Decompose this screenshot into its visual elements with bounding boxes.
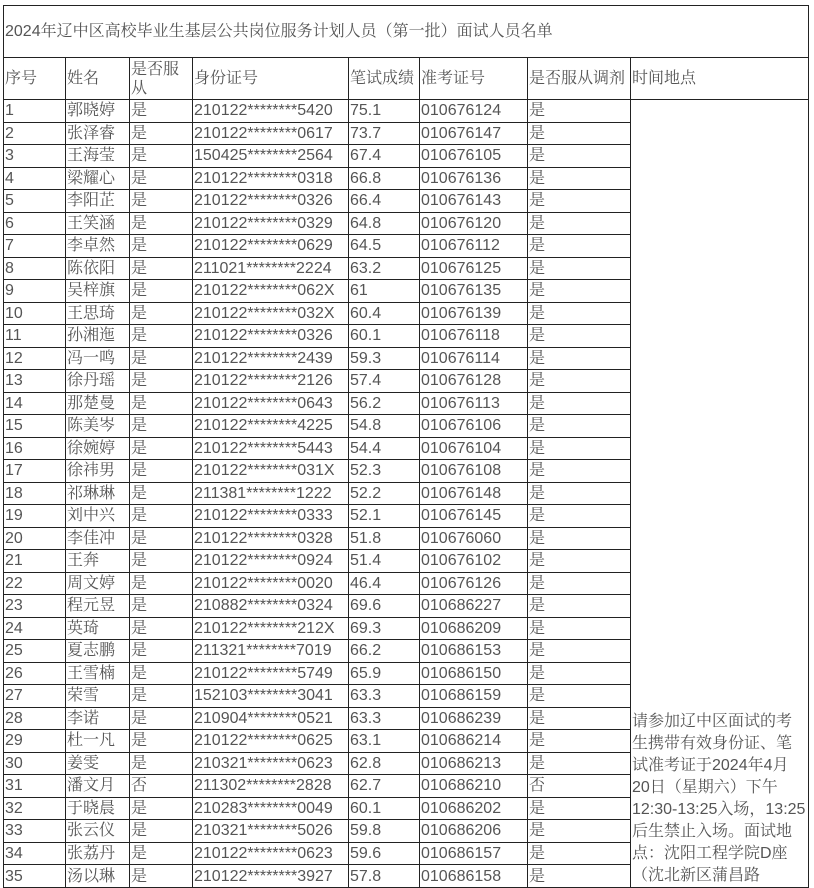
cell-obey-adjustment: 是 [528, 302, 631, 325]
cell-id-number: 210122********0326 [193, 325, 349, 348]
cell-name: 徐丹瑶 [66, 370, 130, 393]
cell-index: 15 [4, 415, 66, 438]
cell-written-score: 60.4 [349, 302, 420, 325]
cell-name: 李佳冲 [66, 527, 130, 550]
cell-name: 陈美岑 [66, 415, 130, 438]
cell-obey: 是 [130, 505, 193, 528]
cell-admission-number: 010676106 [420, 415, 528, 438]
cell-obey-adjustment: 是 [528, 527, 631, 550]
cell-obey: 是 [130, 302, 193, 325]
cell-obey: 是 [130, 527, 193, 550]
cell-index: 1 [4, 100, 66, 123]
cell-index: 2 [4, 122, 66, 145]
cell-index: 26 [4, 662, 66, 685]
cell-obey-adjustment: 是 [528, 392, 631, 415]
cell-obey: 是 [130, 685, 193, 708]
cell-id-number: 210122********0020 [193, 572, 349, 595]
cell-id-number: 152103********3041 [193, 685, 349, 708]
cell-name: 荣雪 [66, 685, 130, 708]
cell-obey-adjustment: 是 [528, 685, 631, 708]
cell-written-score: 54.4 [349, 437, 420, 460]
cell-admission-number: 010676105 [420, 145, 528, 168]
header-name: 姓名 [66, 58, 130, 100]
cell-written-score: 54.8 [349, 415, 420, 438]
cell-name: 王思琦 [66, 302, 130, 325]
cell-admission-number: 010676136 [420, 167, 528, 190]
cell-written-score: 52.3 [349, 460, 420, 483]
header-admission-number: 准考证号 [420, 58, 528, 100]
cell-written-score: 75.1 [349, 100, 420, 123]
cell-index: 18 [4, 482, 66, 505]
cell-obey: 是 [130, 325, 193, 348]
cell-obey-adjustment: 是 [528, 797, 631, 820]
cell-written-score: 66.4 [349, 190, 420, 213]
cell-written-score: 63.3 [349, 707, 420, 730]
cell-id-number: 210122********5420 [193, 100, 349, 123]
cell-obey-adjustment: 是 [528, 505, 631, 528]
cell-obey: 是 [130, 280, 193, 303]
cell-obey: 是 [130, 662, 193, 685]
cell-name: 郭晓婷 [66, 100, 130, 123]
cell-written-score: 62.7 [349, 775, 420, 798]
cell-index: 3 [4, 145, 66, 168]
cell-index: 8 [4, 257, 66, 280]
cell-name: 英琦 [66, 617, 130, 640]
cell-written-score: 60.1 [349, 325, 420, 348]
cell-index: 34 [4, 842, 66, 865]
cell-admission-number: 010686159 [420, 685, 528, 708]
cell-written-score: 51.4 [349, 550, 420, 573]
cell-id-number: 211381********1222 [193, 482, 349, 505]
cell-obey: 否 [130, 775, 193, 798]
cell-obey-adjustment: 是 [528, 460, 631, 483]
cell-written-score: 66.8 [349, 167, 420, 190]
cell-obey: 是 [130, 190, 193, 213]
header-time-location: 时间地点 [631, 58, 809, 100]
cell-admission-number: 010686158 [420, 865, 528, 888]
cell-obey: 是 [130, 370, 193, 393]
cell-name: 张泽睿 [66, 122, 130, 145]
time-location-note: 请参加辽中区面试的考生携带有效身份证、笔试准考证于2024年4月20日（星期六）下午12:30-13:25入场，13:25后生禁止入场。面试地点：沈阳工程学院D座（沈北新区蒲昌路 [631, 100, 809, 888]
cell-written-score: 63.3 [349, 685, 420, 708]
cell-obey: 是 [130, 842, 193, 865]
cell-name: 于晓晨 [66, 797, 130, 820]
cell-index: 9 [4, 280, 66, 303]
cell-admission-number: 010686239 [420, 707, 528, 730]
cell-obey-adjustment: 是 [528, 100, 631, 123]
cell-admission-number: 010676114 [420, 347, 528, 370]
interview-list-table [3, 5, 809, 888]
cell-id-number: 210904********0521 [193, 707, 349, 730]
cell-name: 祁琳琳 [66, 482, 130, 505]
header-written-score: 笔试成绩 [349, 58, 420, 100]
cell-obey: 是 [130, 100, 193, 123]
cell-index: 4 [4, 167, 66, 190]
cell-obey-adjustment: 是 [528, 820, 631, 843]
cell-admission-number: 010686206 [420, 820, 528, 843]
cell-name: 王海莹 [66, 145, 130, 168]
cell-obey-adjustment: 是 [528, 347, 631, 370]
cell-index: 20 [4, 527, 66, 550]
cell-index: 24 [4, 617, 66, 640]
cell-obey-adjustment: 是 [528, 730, 631, 753]
cell-id-number: 210122********0924 [193, 550, 349, 573]
cell-obey: 是 [130, 437, 193, 460]
cell-obey: 是 [130, 572, 193, 595]
cell-admission-number: 010676120 [420, 212, 528, 235]
cell-obey-adjustment: 是 [528, 415, 631, 438]
cell-obey-adjustment: 是 [528, 437, 631, 460]
cell-obey-adjustment: 是 [528, 235, 631, 258]
cell-written-score: 62.8 [349, 752, 420, 775]
cell-obey-adjustment: 是 [528, 370, 631, 393]
cell-id-number: 211021********2224 [193, 257, 349, 280]
cell-id-number: 210122********062X [193, 280, 349, 303]
cell-index: 23 [4, 595, 66, 618]
cell-written-score: 69.3 [349, 617, 420, 640]
cell-index: 13 [4, 370, 66, 393]
cell-written-score: 65.9 [349, 662, 420, 685]
cell-obey-adjustment: 是 [528, 865, 631, 888]
cell-admission-number: 010686210 [420, 775, 528, 798]
cell-id-number: 210122********212X [193, 617, 349, 640]
title-row [4, 6, 809, 58]
cell-index: 17 [4, 460, 66, 483]
cell-id-number: 210122********0326 [193, 190, 349, 213]
cell-written-score: 52.1 [349, 505, 420, 528]
cell-obey-adjustment: 是 [528, 325, 631, 348]
cell-id-number: 210122********4225 [193, 415, 349, 438]
cell-id-number: 150425********2564 [193, 145, 349, 168]
cell-name: 王奔 [66, 550, 130, 573]
cell-id-number: 210283********0049 [193, 797, 349, 820]
cell-admission-number: 010676113 [420, 392, 528, 415]
cell-id-number: 210122********3927 [193, 865, 349, 888]
cell-obey: 是 [130, 482, 193, 505]
cell-name: 吴梓旗 [66, 280, 130, 303]
cell-obey: 是 [130, 797, 193, 820]
cell-id-number: 210321********0623 [193, 752, 349, 775]
cell-obey: 是 [130, 122, 193, 145]
cell-name: 陈依阳 [66, 257, 130, 280]
cell-admission-number: 010686157 [420, 842, 528, 865]
cell-index: 5 [4, 190, 66, 213]
cell-admission-number: 010676102 [420, 550, 528, 573]
cell-name: 孙湘迤 [66, 325, 130, 348]
cell-obey: 是 [130, 347, 193, 370]
header-id-number: 身份证号 [193, 58, 349, 100]
cell-obey-adjustment: 是 [528, 145, 631, 168]
cell-obey: 是 [130, 235, 193, 258]
cell-written-score: 64.5 [349, 235, 420, 258]
cell-admission-number: 010686227 [420, 595, 528, 618]
cell-admission-number: 010676126 [420, 572, 528, 595]
cell-obey: 是 [130, 820, 193, 843]
cell-index: 6 [4, 212, 66, 235]
cell-obey-adjustment: 是 [528, 572, 631, 595]
cell-admission-number: 010676118 [420, 325, 528, 348]
cell-written-score: 56.2 [349, 392, 420, 415]
cell-id-number: 210122********0333 [193, 505, 349, 528]
cell-admission-number: 010686153 [420, 640, 528, 663]
cell-written-score: 57.4 [349, 370, 420, 393]
cell-name: 李诺 [66, 707, 130, 730]
cell-id-number: 210122********032X [193, 302, 349, 325]
cell-written-score: 66.2 [349, 640, 420, 663]
cell-id-number: 210122********0623 [193, 842, 349, 865]
cell-name: 汤以琳 [66, 865, 130, 888]
cell-admission-number: 010676128 [420, 370, 528, 393]
cell-id-number: 210122********5443 [193, 437, 349, 460]
cell-id-number: 210122********5749 [193, 662, 349, 685]
cell-index: 30 [4, 752, 66, 775]
cell-id-number: 210122********0318 [193, 167, 349, 190]
cell-index: 28 [4, 707, 66, 730]
cell-admission-number: 010686214 [420, 730, 528, 753]
cell-id-number: 211321********7019 [193, 640, 349, 663]
cell-obey: 是 [130, 460, 193, 483]
cell-index: 25 [4, 640, 66, 663]
cell-id-number: 210122********0643 [193, 392, 349, 415]
cell-id-number: 210122********0625 [193, 730, 349, 753]
cell-index: 31 [4, 775, 66, 798]
table-title: 2024年辽中区高校毕业生基层公共岗位服务计划人员（第一批）面试人员名单 [4, 6, 809, 58]
cell-admission-number: 010686202 [420, 797, 528, 820]
cell-obey: 是 [130, 212, 193, 235]
cell-obey: 是 [130, 752, 193, 775]
cell-id-number: 210122********0629 [193, 235, 349, 258]
cell-obey-adjustment: 是 [528, 190, 631, 213]
cell-index: 21 [4, 550, 66, 573]
cell-obey-adjustment: 是 [528, 482, 631, 505]
cell-obey-adjustment: 是 [528, 707, 631, 730]
cell-index: 27 [4, 685, 66, 708]
cell-obey: 是 [130, 415, 193, 438]
cell-written-score: 73.7 [349, 122, 420, 145]
cell-name: 冯一鸣 [66, 347, 130, 370]
cell-id-number: 211302********2828 [193, 775, 349, 798]
cell-index: 32 [4, 797, 66, 820]
cell-obey-adjustment: 是 [528, 617, 631, 640]
cell-admission-number: 010676124 [420, 100, 528, 123]
cell-obey: 是 [130, 865, 193, 888]
cell-obey: 是 [130, 617, 193, 640]
cell-name: 王笑涵 [66, 212, 130, 235]
cell-index: 35 [4, 865, 66, 888]
cell-name: 程元昱 [66, 595, 130, 618]
cell-obey: 是 [130, 167, 193, 190]
header-index: 序号 [4, 58, 66, 100]
cell-id-number: 210882********0324 [193, 595, 349, 618]
cell-name: 夏志鹏 [66, 640, 130, 663]
cell-index: 11 [4, 325, 66, 348]
header-row [4, 58, 809, 100]
cell-admission-number: 010686150 [420, 662, 528, 685]
cell-name: 徐祎男 [66, 460, 130, 483]
cell-id-number: 210122********2439 [193, 347, 349, 370]
cell-obey: 是 [130, 145, 193, 168]
cell-id-number: 210122********2126 [193, 370, 349, 393]
cell-obey: 是 [130, 550, 193, 573]
cell-obey-adjustment: 是 [528, 662, 631, 685]
cell-admission-number: 010676112 [420, 235, 528, 258]
cell-name: 那楚曼 [66, 392, 130, 415]
cell-written-score: 46.4 [349, 572, 420, 595]
cell-id-number: 210122********0617 [193, 122, 349, 145]
cell-admission-number: 010676104 [420, 437, 528, 460]
cell-admission-number: 010676139 [420, 302, 528, 325]
cell-admission-number: 010676060 [420, 527, 528, 550]
cell-admission-number: 010676108 [420, 460, 528, 483]
cell-obey: 是 [130, 640, 193, 663]
cell-obey-adjustment: 是 [528, 257, 631, 280]
cell-written-score: 64.8 [349, 212, 420, 235]
cell-obey: 是 [130, 595, 193, 618]
cell-name: 徐婉婷 [66, 437, 130, 460]
cell-name: 李阳芷 [66, 190, 130, 213]
cell-obey-adjustment: 是 [528, 752, 631, 775]
cell-name: 李卓然 [66, 235, 130, 258]
cell-index: 29 [4, 730, 66, 753]
cell-index: 14 [4, 392, 66, 415]
cell-admission-number: 010686209 [420, 617, 528, 640]
cell-admission-number: 010676148 [420, 482, 528, 505]
cell-written-score: 63.2 [349, 257, 420, 280]
cell-written-score: 59.8 [349, 820, 420, 843]
cell-index: 7 [4, 235, 66, 258]
cell-index: 22 [4, 572, 66, 595]
cell-obey-adjustment: 是 [528, 280, 631, 303]
cell-name: 张荔丹 [66, 842, 130, 865]
table-row [4, 100, 809, 123]
cell-written-score: 60.1 [349, 797, 420, 820]
cell-index: 19 [4, 505, 66, 528]
header-obey-adjustment: 是否服从调剂 [528, 58, 631, 100]
cell-name: 姜雯 [66, 752, 130, 775]
cell-admission-number: 010676147 [420, 122, 528, 145]
cell-id-number: 210122********0329 [193, 212, 349, 235]
cell-written-score: 67.4 [349, 145, 420, 168]
cell-index: 16 [4, 437, 66, 460]
cell-obey-adjustment: 否 [528, 775, 631, 798]
cell-obey: 是 [130, 707, 193, 730]
cell-obey-adjustment: 是 [528, 595, 631, 618]
cell-obey-adjustment: 是 [528, 167, 631, 190]
cell-written-score: 51.8 [349, 527, 420, 550]
cell-obey-adjustment: 是 [528, 212, 631, 235]
cell-written-score: 57.8 [349, 865, 420, 888]
cell-id-number: 210122********0328 [193, 527, 349, 550]
cell-id-number: 210122********031X [193, 460, 349, 483]
cell-name: 王雪楠 [66, 662, 130, 685]
cell-name: 刘中兴 [66, 505, 130, 528]
cell-name: 杜一凡 [66, 730, 130, 753]
cell-obey-adjustment: 是 [528, 122, 631, 145]
cell-admission-number: 010676143 [420, 190, 528, 213]
cell-name: 潘文月 [66, 775, 130, 798]
cell-name: 梁耀心 [66, 167, 130, 190]
header-obey: 是否服从 [130, 58, 193, 100]
cell-written-score: 59.6 [349, 842, 420, 865]
cell-written-score: 69.6 [349, 595, 420, 618]
cell-admission-number: 010676125 [420, 257, 528, 280]
cell-obey: 是 [130, 730, 193, 753]
cell-id-number: 210321********5026 [193, 820, 349, 843]
cell-written-score: 59.3 [349, 347, 420, 370]
cell-name: 张云仪 [66, 820, 130, 843]
cell-index: 10 [4, 302, 66, 325]
cell-written-score: 61 [349, 280, 420, 303]
cell-obey-adjustment: 是 [528, 842, 631, 865]
cell-obey-adjustment: 是 [528, 640, 631, 663]
cell-admission-number: 010676135 [420, 280, 528, 303]
cell-admission-number: 010686213 [420, 752, 528, 775]
cell-index: 12 [4, 347, 66, 370]
cell-name: 周文婷 [66, 572, 130, 595]
cell-written-score: 63.1 [349, 730, 420, 753]
cell-written-score: 52.2 [349, 482, 420, 505]
cell-obey: 是 [130, 392, 193, 415]
cell-index: 33 [4, 820, 66, 843]
cell-admission-number: 010676145 [420, 505, 528, 528]
cell-obey: 是 [130, 257, 193, 280]
cell-obey-adjustment: 是 [528, 550, 631, 573]
